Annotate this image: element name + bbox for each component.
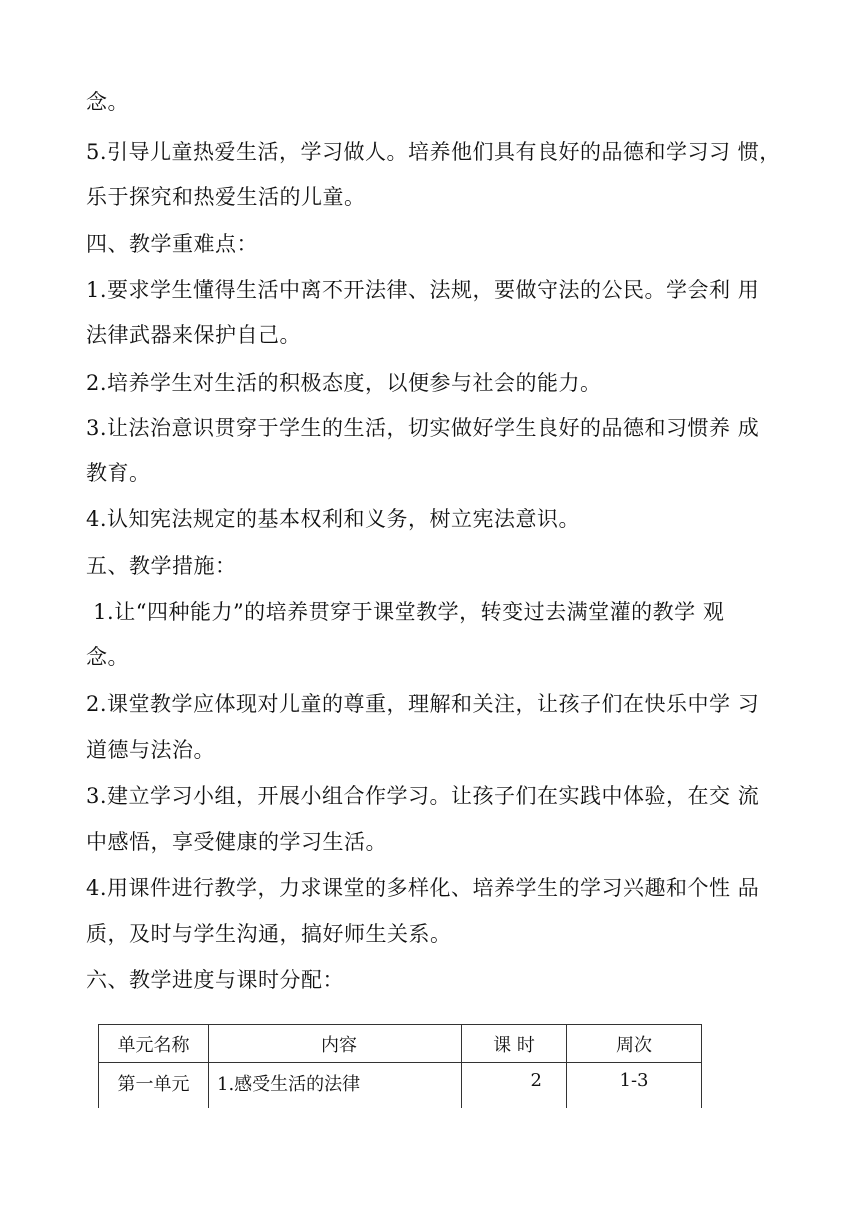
line-4: 1.要求学生懂得生活中离不开法律、法规，要做守法的公民。学会利 用 xyxy=(86,278,760,302)
section-heading-5: 五、教学措施： xyxy=(86,554,237,578)
header-hours: 课 时 xyxy=(462,1025,567,1063)
line-13: 2.课堂教学应体现对儿童的尊重，理解和关注，让孩子们在快乐中学 习 xyxy=(86,692,760,716)
line-1: 5.引导儿童热爱生活，学习做人。培养他们具有良好的品德和学习习 惯， xyxy=(86,140,781,164)
line-17: 4.用课件进行教学，力求课堂的多样化、培养学生的学习兴趣和个性 品 xyxy=(86,876,760,900)
line-2: 乐于探究和热爱生活的儿童。 xyxy=(86,185,366,209)
table-header-row xyxy=(99,1025,702,1063)
line-15: 3.建立学习小组，开展小组合作学习。让孩子们在实践中体验，在交 流 xyxy=(86,784,760,808)
cell-unit-name: 第一单元 xyxy=(99,1063,209,1109)
section-heading-4: 四、教学重难点： xyxy=(86,232,258,256)
cell-hours: 2 xyxy=(462,1063,567,1109)
line-12: 念。 xyxy=(86,645,129,669)
header-weeks: 周次 xyxy=(567,1025,702,1063)
section-heading-6: 六、教学进度与课时分配： xyxy=(86,968,344,992)
line-7: 3.让法治意识贯穿于学生的生活，切实做好学生良好的品德和习惯养 成 xyxy=(86,416,760,440)
line-8: 教育。 xyxy=(86,461,151,485)
table-row xyxy=(99,1063,702,1109)
header-unit-name: 单元名称 xyxy=(99,1025,209,1063)
line-0: 念。 xyxy=(86,90,129,114)
cell-weeks: 1-3 xyxy=(567,1063,702,1109)
line-16: 中感悟，享受健康的学习生活。 xyxy=(86,830,387,854)
line-6: 2.培养学生对生活的积极态度，以便参与社会的能力。 xyxy=(86,371,602,395)
schedule-table xyxy=(98,1024,702,1108)
line-9: 4.认知宪法规定的基本权利和义务，树立宪法意识。 xyxy=(86,507,581,531)
line-5: 法律武器来保护自己。 xyxy=(86,323,301,347)
line-11: 1.让“四种能力”的培养贯穿于课堂教学，转变过去满堂灌的教学 观 xyxy=(86,600,725,624)
header-content: 内容 xyxy=(209,1025,462,1063)
line-18: 质，及时与学生沟通，搞好师生关系。 xyxy=(86,922,452,946)
cell-content: 1.感受生活的法律 xyxy=(209,1063,462,1109)
line-14: 道德与法治。 xyxy=(86,738,215,762)
